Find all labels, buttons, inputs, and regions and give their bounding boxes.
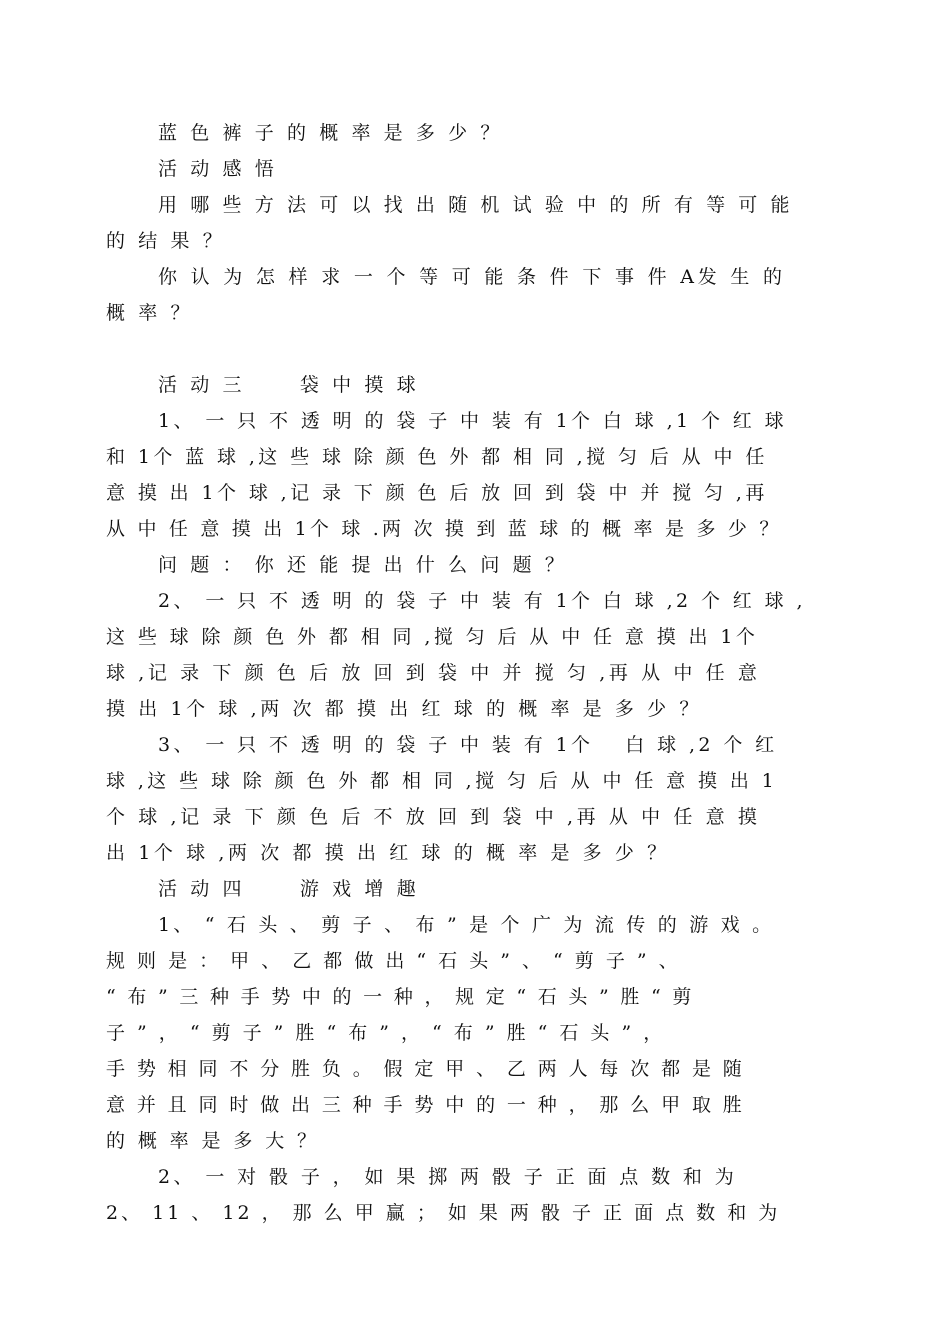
text-line: 1、 “ 石 头 、 剪 子 、 布 ” 是 个 广 为 流 传 的 游 戏 。 xyxy=(158,914,775,936)
text-line: 从 中 任 意 摸 出 1个 球 .两 次 摸 到 蓝 球 的 概 率 是 多 少 ？ xyxy=(106,518,782,540)
text-line: 1、 一 只 不 透 明 的 袋 子 中 装 有 1个 白 球 ,1 个 红 球 xyxy=(158,410,788,432)
text-line: 2、 一 对 骰 子 ， 如 果 掷 两 骰 子 正 面 点 数 和 为 xyxy=(158,1166,738,1188)
text-line: 手 势 相 同 不 分 胜 负 。 假 定 甲 、 乙 两 人 每 次 都 是 随 xyxy=(106,1058,745,1080)
text-line: 的 概 率 是 多 大 ？ xyxy=(106,1130,320,1152)
text-line: 用 哪 些 方 法 可 以 找 出 随 机 试 验 中 的 所 有 等 可 能 xyxy=(158,194,794,216)
text-line: 2、 一 只 不 透 明 的 袋 子 中 装 有 1个 白 球 ,2 个 红 球 , xyxy=(158,590,806,612)
text-line: 概 率 ？ xyxy=(106,302,194,324)
text-line: 你 认 为 怎 样 求 一 个 等 可 能 条 件 下 事 件 A发 生 的 xyxy=(158,266,786,288)
section-heading: 活 动 四 游 戏 增 趣 xyxy=(158,878,420,900)
text-line: 问 题 ： 你 还 能 提 出 什 么 问 题 ？ xyxy=(158,554,568,576)
text-line: 3、 一 只 不 透 明 的 袋 子 中 装 有 1个 白 球 ,2 个 红 xyxy=(158,734,778,756)
section-heading: 活 动 感 悟 xyxy=(158,158,278,180)
text-line: 摸 出 1个 球 ,两 次 都 摸 出 红 球 的 概 率 是 多 少 ？ xyxy=(106,698,703,720)
text-line: 规 则 是 ： 甲 、 乙 都 做 出 “ 石 头 ” 、 “ 剪 子 ” 、 xyxy=(106,950,681,972)
text-line: 子 ” ， “ 剪 子 ” 胜 “ 布 ” ， “ 布 ” 胜 “ 石 头 ” ， xyxy=(106,1022,666,1044)
text-line: 意 摸 出 1个 球 ,记 录 下 颜 色 后 放 回 到 袋 中 并 搅 匀 ,再 xyxy=(106,482,768,504)
text-line: 出 1个 球 ,两 次 都 摸 出 红 球 的 概 率 是 多 少 ？ xyxy=(106,842,670,864)
text-line: 2、 11 、 12 ， 那 么 甲 赢 ； 如 果 两 骰 子 正 面 点 数 和 为 xyxy=(106,1202,781,1224)
text-line: 的 结 果 ？ xyxy=(106,230,226,252)
text-line: 球 ,这 些 球 除 颜 色 外 都 相 同 ,搅 匀 后 从 中 任 意 摸 出 1 xyxy=(106,770,778,792)
text-line: 蓝 色 裤 子 的 概 率 是 多 少 ？ xyxy=(158,122,503,144)
text-line: 这 些 球 除 颜 色 外 都 相 同 ,搅 匀 后 从 中 任 意 摸 出 1个 xyxy=(106,626,759,648)
text-line: 球 ,记 录 下 颜 色 后 放 回 到 袋 中 并 搅 匀 ,再 从 中 任 意 xyxy=(106,662,761,684)
text-line: 意 并 且 同 时 做 出 三 种 手 势 中 的 一 种 ， 那 么 甲 取 胜 xyxy=(106,1094,745,1116)
text-line: 个 球 ,记 录 下 颜 色 后 不 放 回 到 袋 中 ,再 从 中 任 意 摸 xyxy=(106,806,761,828)
text-line: 和 1个 蓝 球 ,这 些 球 除 颜 色 外 都 相 同 ,搅 匀 后 从 中 任 xyxy=(106,446,768,468)
section-heading: 活 动 三 袋 中 摸 球 xyxy=(158,374,420,396)
text-line: “ 布 ” 三 种 手 势 中 的 一 种 ， 规 定 “ 石 头 ” 胜 “ 剪 xyxy=(106,986,695,1008)
